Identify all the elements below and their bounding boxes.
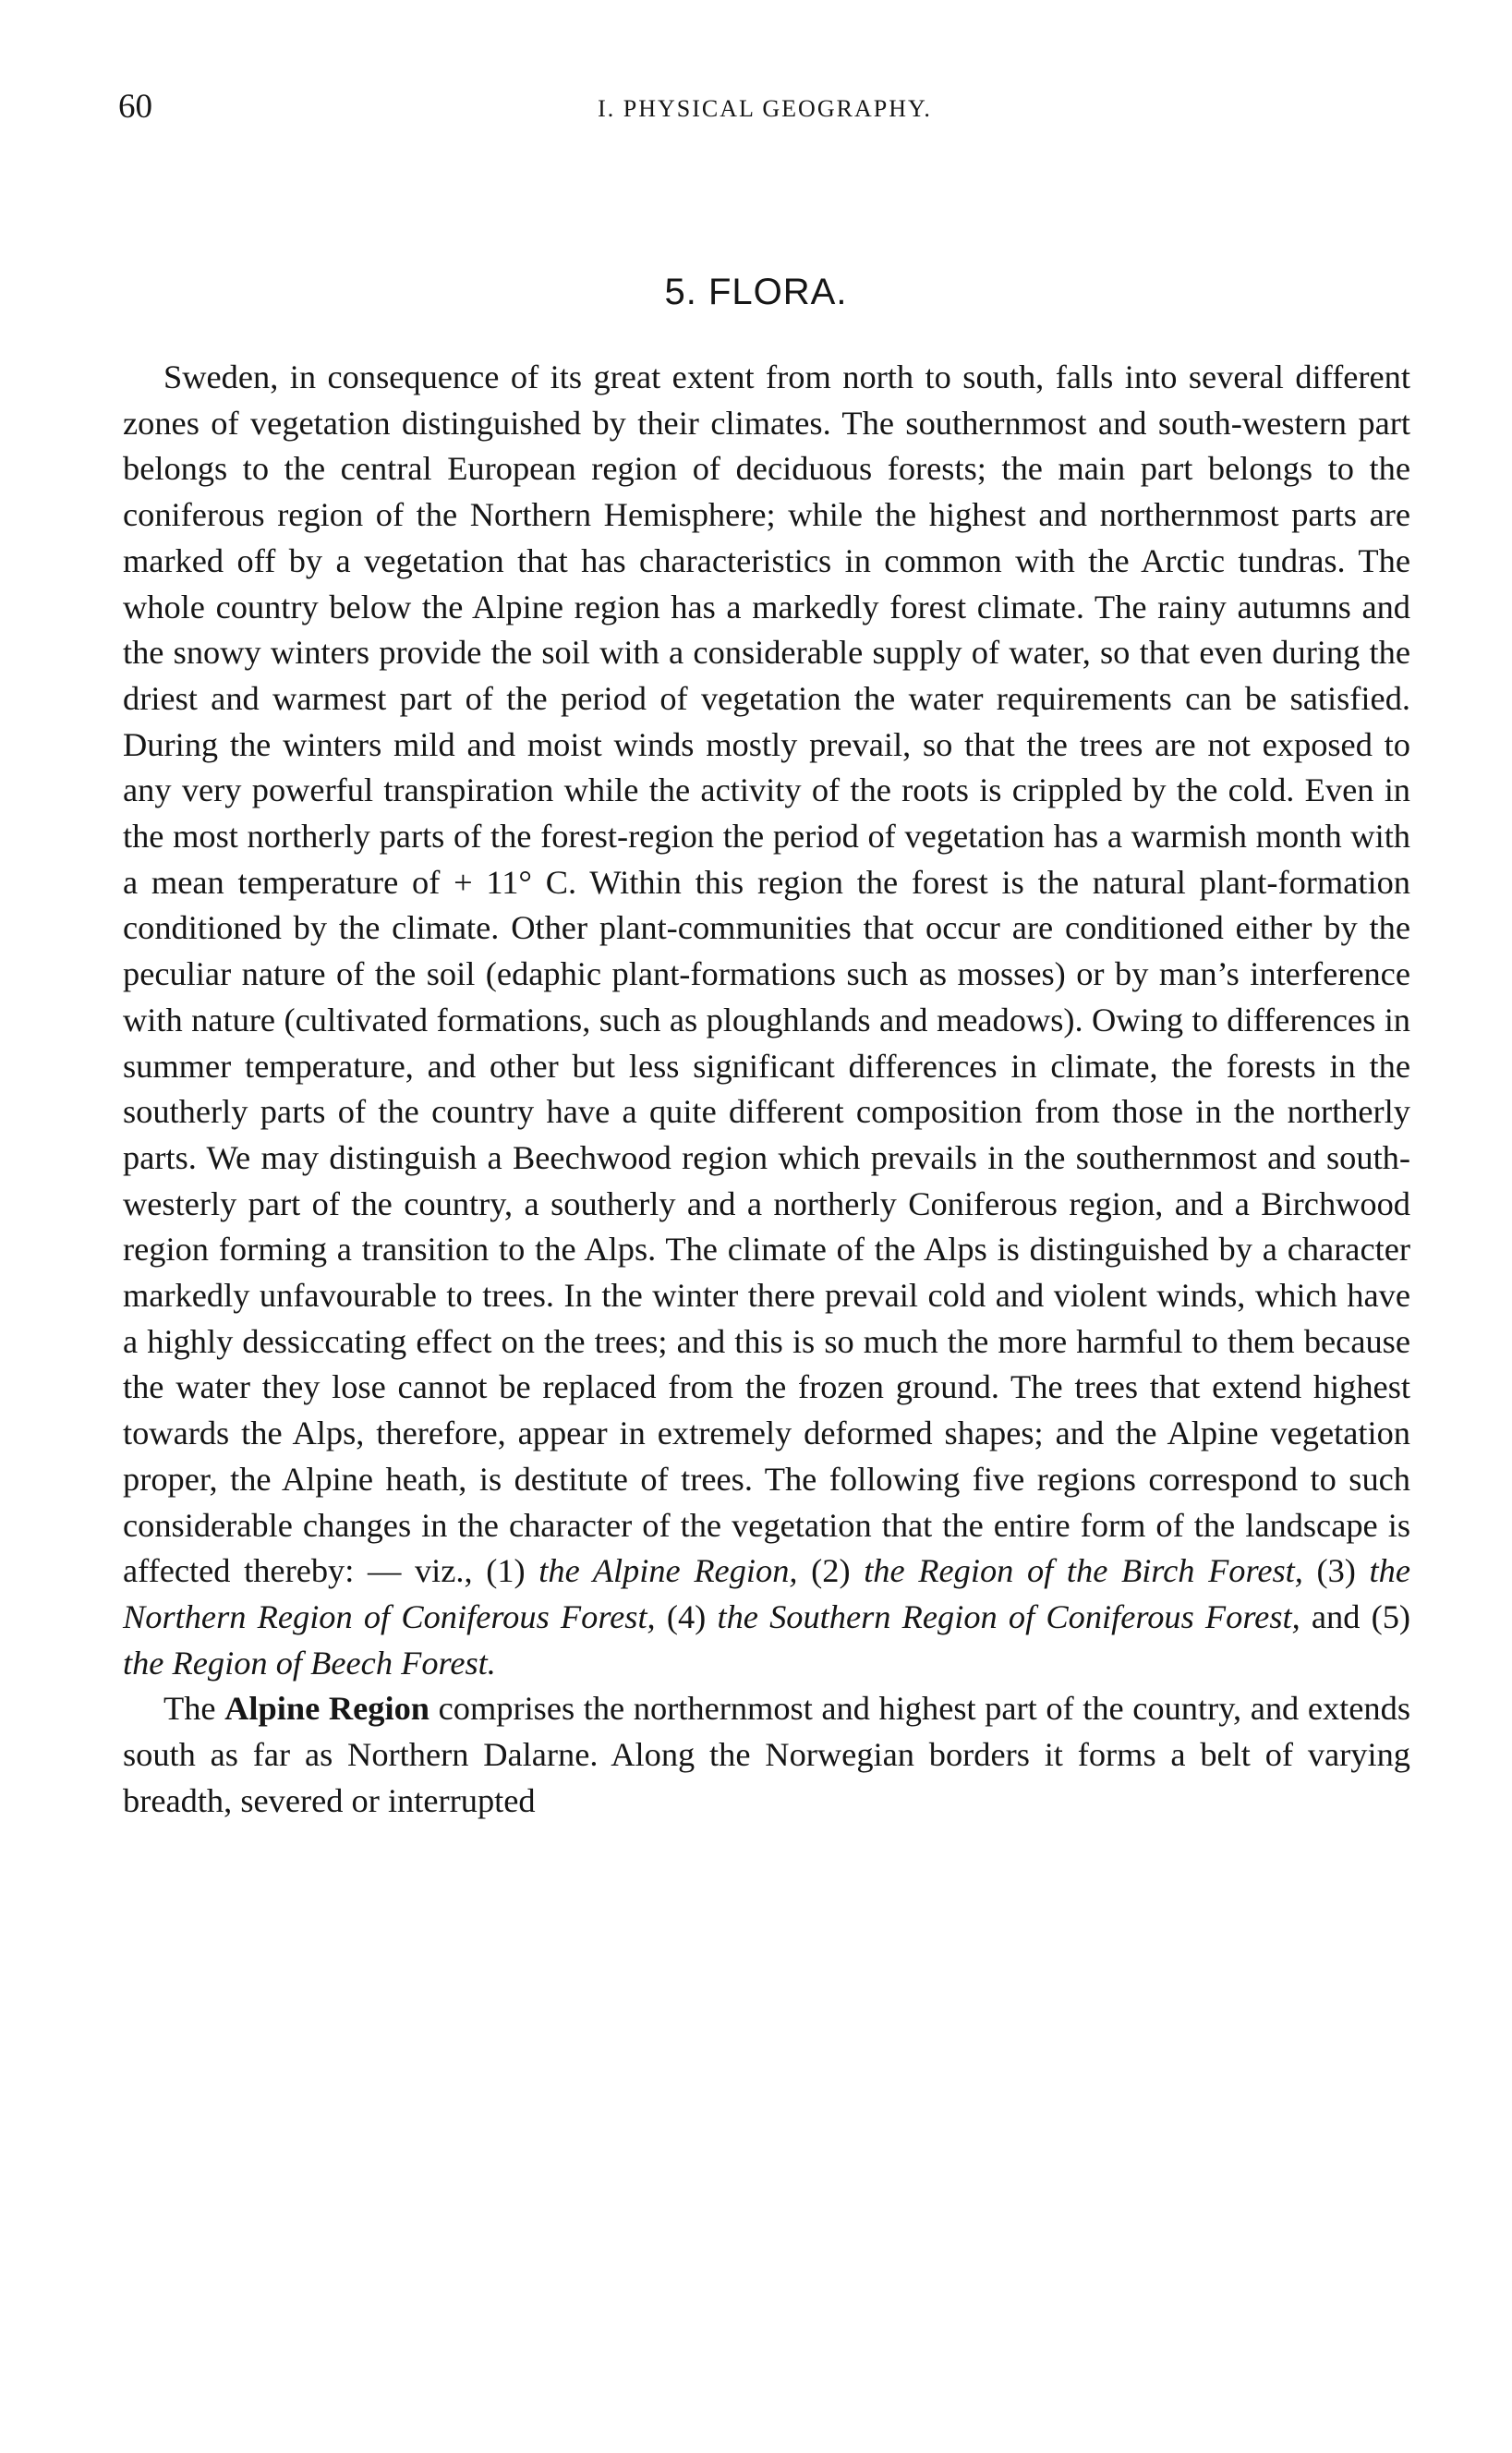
list-separator: (4) — [655, 1597, 718, 1635]
paragraph-alpine-region — [123, 1686, 1410, 1824]
section-title: 5. FLORA. — [664, 272, 848, 312]
body-text — [123, 355, 1410, 1825]
region-name-southern-coniferous: the Southern Region of Coniferous Forest, — [717, 1597, 1300, 1635]
region-name-beech: the Region of Beech Forest. — [123, 1644, 496, 1682]
region-name-birch: the Region of the Birch Forest, — [864, 1552, 1303, 1590]
list-separator: (2) — [797, 1552, 865, 1590]
region-name-alpine: the Alpine Region, — [538, 1552, 798, 1590]
paragraph-flora-intro — [123, 355, 1410, 1686]
run-in-heading: Alpine Region — [224, 1690, 430, 1728]
running-title: I. PHYSICAL GEOGRAPHY. — [598, 95, 932, 122]
running-head — [118, 85, 1411, 129]
paragraph-text: Sweden, in consequence of its great extent from north to south, falls into several different zones of vegetation distinguished by their climates. The southernmost and south-western part belongs to the central European region of deciduous forests; the main part belongs to the coniferous region of the Northern Hemisphere; while the highest and northernmost parts are marked off by a vegetation that has characteristics in common with the Arctic tundras. The whole country below the Alpine region has a markedly forest climate. The rainy autumns and the snowy winters provide the soil with a considerable supply of water, so that even during the driest and warmest part of the period of vegetation the water requirements can be satisfied. During the winters mild and moist winds mostly prevail, so that the trees are not exposed to any very powerful transpiration while the activity of the roots is crippled by the cold. Even in the most northerly parts of the forest-region the period of vegetation has a warmish month with a mean temperature of + 11° C. Within this region the forest is the natural plant-formation conditioned by the climate. Other plant-communities that occur are conditioned either by the peculiar nature of the soil (edaphic plant-formations such as mosses) or by man’s interference with nature (cultivated formations, such as ploughlands and meadows). Owing to differences in summer temperature, and other but less significant differences in climate, the forests in the southerly parts of the country have a quite different composition from those in the northerly parts. We may distinguish a Beechwood region which prevails in the southernmost and south-westerly part of the country, a southerly and a northerly Coniferous region, and a Birchwood region forming a transition to the Alps. The climate of the Alps is distinguished by a character markedly unfavourable to trees. In the winter there prevail cold and violent winds, which have a highly dessiccating effect on the trees; and this is so much the more harmful to them because the water they lose cannot be replaced from the frozen ground. The trees that extend highest towards the Alps, therefore, appear in extremely deformed shapes; and the Alpine vegetation proper, the Alpine heath, is destitute of trees. The following five regions correspond to such considerable changes in the character of the vegetation that the entire form of the landscape is affected thereby: — viz., (1) — [123, 358, 1410, 1590]
list-separator: and (5) — [1300, 1597, 1411, 1635]
list-separator: (3) — [1302, 1552, 1370, 1590]
page-number: 60 — [118, 88, 152, 126]
paragraph-lead: The — [163, 1690, 225, 1728]
region-name-northern-coniferous: the Northern Region of Coniferous Forest, — [123, 1552, 1410, 1635]
paragraph-text: comprises the northernmost and highest part of the country, and extends south as far as Northern Dalarne. Along the Norwegian borders it forms a belt of varying breadth, severed or interrupted — [123, 1690, 1410, 1819]
